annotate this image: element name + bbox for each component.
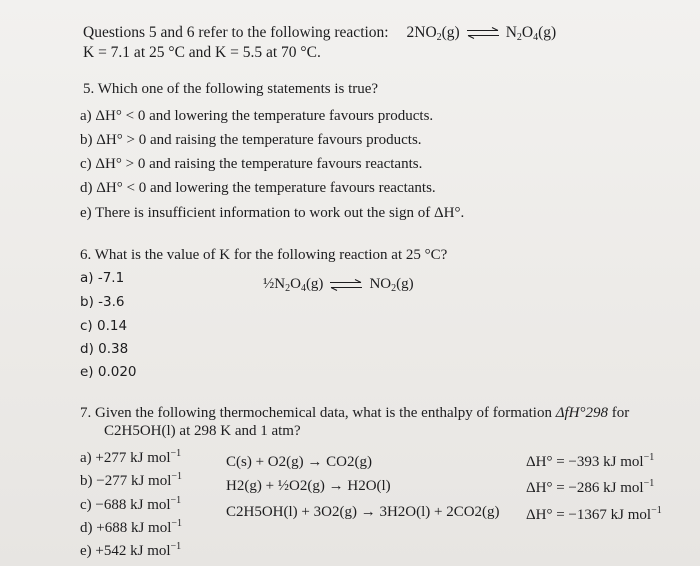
q7-enthalpy-3: ΔH° = −1367 kJ mol$^{-1}$ (526, 505, 662, 523)
q6-option-b: b) -3.6 (80, 294, 125, 310)
q5-option-d: d) ΔH° < 0 and lowering the temperature favours reactants. (80, 180, 436, 196)
intro-line-2: K = 7.1 at 25 °C and K = 5.5 at 70 °C. (83, 44, 321, 61)
q6-option-a: a) -7.1 (80, 270, 125, 286)
equilibrium-arrow-icon (329, 279, 363, 291)
q6-stem: 6. What is the value of K for the following reaction at 25 °C? (80, 247, 448, 263)
q7-reaction-3: C2H5OH(l) + 3O2(g) → 3H2O(l) + 2CO2(g) (226, 504, 500, 520)
intro-reaction: $2NO_2(g)$ $N_2O_4(g)$ (406, 24, 557, 43)
intro-line-1: Questions 5 and 6 refer to the following reaction: $2NO_2(g)$ $N_2O_4(g)$ (83, 24, 557, 43)
q7-enthalpy-1: ΔH° = −393 kJ mol$^{-1}$ (526, 452, 655, 470)
q5-option-b: b) ΔH° > 0 and raising the temperature favours products. (80, 132, 422, 148)
q7-option-a: a) +277 kJ mol$^{-1}$ (80, 448, 182, 466)
q7-reaction-1: C(s) + O2(g) → CO2(g) (226, 454, 372, 470)
q5-option-a: a) ΔH° < 0 and lowering the temperature favours products. (80, 108, 434, 124)
q7-stem-line-1: 7. Given the following thermochemical data, what is the enthalpy of formation ΔfH°298 for (80, 405, 630, 421)
formation-enthalpy-symbol: ΔfH°298 (555, 405, 609, 421)
q7-stem-line-2: C2H5OH(l) at 298 K and 1 atm? (104, 423, 301, 439)
q7-option-d: d) +688 kJ mol$^{-1}$ (80, 518, 183, 536)
q5-option-e: e) There is insufficient information to work out the sign of ΔH°. (80, 205, 465, 221)
q6-option-c: c) 0.14 (80, 318, 128, 334)
q5-stem: 5. Which one of the following statements is true? (83, 81, 379, 97)
equilibrium-arrow-icon (466, 27, 500, 39)
q6-reaction: $\frac{1}{2}N_2O_4(g)$ $NO_2(g)$ (263, 276, 414, 294)
q7-option-b: b) −277 kJ mol$^{-1}$ (80, 471, 183, 489)
q6-option-d: d) 0.38 (80, 341, 129, 357)
q7-option-c: c) −688 kJ mol$^{-1}$ (80, 495, 182, 513)
q7-reaction-2: H2(g) + ½O2(g) → H2O(l) (226, 478, 391, 494)
q5-option-c: c) ΔH° > 0 and raising the temperature favours reactants. (80, 156, 423, 172)
q7-option-e: e) +542 kJ mol$^{-1}$ (80, 541, 182, 559)
q7-enthalpy-2: ΔH° = −286 kJ mol$^{-1}$ (526, 478, 655, 496)
q6-option-e: e) 0.020 (80, 364, 137, 380)
